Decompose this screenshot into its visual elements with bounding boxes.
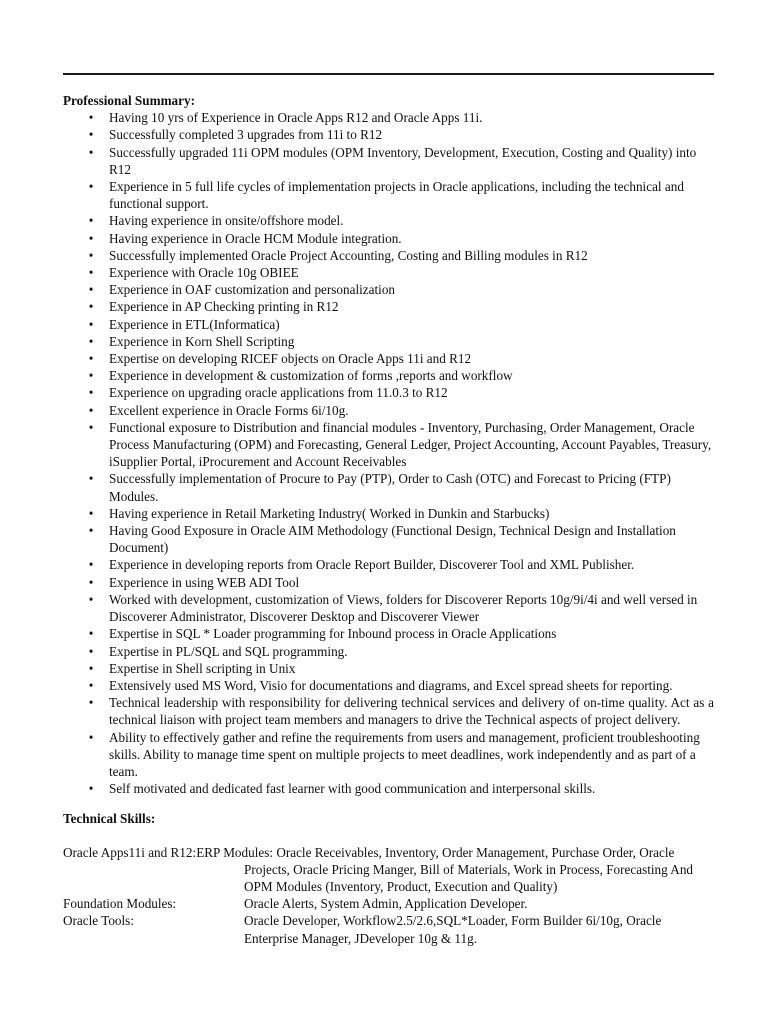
summary-item-text: Experience in AP Checking printing in R12 [109, 299, 339, 315]
summary-item-text: Experience in development & customization of forms ,reports and workflow [109, 368, 513, 384]
bullet-icon: • [88, 523, 94, 539]
bullet-icon: • [88, 213, 94, 229]
summary-item [63, 643, 714, 660]
skill-label: Oracle Apps11i and R12: [63, 844, 197, 860]
skill-row-oracle-apps-text [63, 844, 714, 896]
summary-item-text: Successfully completed 3 upgrades from 11i to R12 [109, 127, 383, 143]
summary-item-text: Experience in using WEB ADI Tool [109, 574, 300, 590]
summary-item [63, 144, 714, 178]
bullet-icon: • [88, 110, 94, 126]
bullet-icon: • [88, 385, 94, 401]
summary-item [63, 126, 714, 143]
bullet-icon: • [88, 351, 94, 367]
summary-item-text: Ability to effectively gather and refine the requirements from users and management, proficient troubleshooting skills. Ability to manage time spent on multiple projects to meet deadlines, work independently and as part of a team. [109, 729, 700, 779]
summary-item-text: Experience in developing reports from Oracle Report Builder, Discoverer Tool and XML Publisher. [109, 557, 635, 573]
skill-value: Oracle Alerts, System Admin, Application Developer. [244, 896, 528, 912]
bullet-icon: • [88, 574, 94, 590]
summary-item [63, 780, 714, 797]
summary-item [63, 384, 714, 401]
summary-item [63, 591, 714, 625]
summary-item [63, 298, 714, 315]
professional-summary-list [63, 109, 714, 797]
summary-item [63, 333, 714, 350]
skill-row-oracle-tools [63, 912, 714, 946]
bullet-icon: • [88, 402, 94, 418]
bullet-icon: • [88, 505, 94, 521]
bullet-icon: • [88, 144, 94, 160]
summary-item-text: Having 10 yrs of Experience in Oracle Apps R12 and Oracle Apps 11i. [109, 110, 483, 126]
bullet-icon: • [88, 316, 94, 332]
summary-item [63, 677, 714, 694]
summary-item-text: Having Good Exposure in Oracle AIM Methodology (Functional Design, Technical Design and Installation Document) [109, 523, 676, 556]
summary-item-text: Self motivated and dedicated fast learner with good communication and interpersonal skills. [109, 781, 596, 797]
bullet-icon: • [88, 471, 94, 487]
bullet-icon: • [88, 643, 94, 659]
summary-item-text: Successfully implementation of Procure to Pay (PTP), Order to Cash (OTC) and Forecast to Pricing (FTP) Modules. [109, 471, 671, 504]
bullet-icon: • [88, 282, 94, 298]
summary-item-text: Experience in 5 full life cycles of implementation projects in Oracle applications, including the technical and functional support. [109, 179, 684, 212]
skill-row-foundation-modules [63, 895, 714, 912]
summary-item [63, 109, 714, 126]
summary-item-text: Experience on upgrading oracle applications from 11.0.3 to R12 [109, 385, 448, 401]
bullet-icon: • [88, 677, 94, 693]
summary-item-text: Extensively used MS Word, Visio for documentations and diagrams, and Excel spread sheets for reporting. [109, 677, 673, 693]
bullet-icon: • [88, 660, 94, 676]
technical-skills-heading: Technical Skills: [63, 811, 156, 827]
bullet-icon: • [88, 591, 94, 607]
bullet-icon: • [88, 781, 94, 797]
summary-item-text: Expertise on developing RICEF objects on Oracle Apps 11i and R12 [109, 351, 472, 367]
summary-item-text: Functional exposure to Distribution and financial modules - Inventory, Purchasing, Order Management, Oracle Process Manufacturing (OPM) and Forecasting, General Ledger, Project Accounting, Account Payables, Treasury, iSupplier Portal, iProcurement and Account Receivables [109, 419, 712, 470]
summary-item-text: Experience with Oracle 10g OBIEE [109, 265, 299, 281]
bullet-icon: • [88, 557, 94, 573]
summary-item-text: Having experience in Oracle HCM Module integration. [109, 230, 402, 246]
summary-item [63, 247, 714, 264]
summary-item [63, 574, 714, 591]
summary-item-text: Technical leadership with responsibility for delivering technical services and delivery of on-time quality. Act as a technical liaison with project team members and managers to drive the Technical aspects of project delivery. [109, 695, 714, 728]
summary-item-text: Experience in ETL(Informatica) [109, 316, 280, 332]
summary-item-text: Expertise in SQL * Loader programming for Inbound process in Oracle Applications [109, 626, 557, 642]
summary-item [63, 178, 714, 212]
bullet-icon: • [88, 265, 94, 281]
technical-skills-table [63, 844, 714, 947]
summary-item-text: Successfully upgraded 11i OPM modules (OPM Inventory, Development, Execution, Costing and Quality) into R12 [109, 144, 697, 177]
resume-document [63, 92, 714, 947]
bullet-icon: • [88, 368, 94, 384]
bullet-icon: • [88, 247, 94, 263]
skill-label: Foundation Modules: [63, 896, 177, 912]
skill-value: ERP Modules: Oracle Receivables, Inventory, Order Management, Purchase Order, Oracle Projects, Oracle Pricing Manger, Bill of Materials, Work in Process, Forecasting And OPM Modules (Inventory, Product, Execution and Quality) [196, 844, 694, 894]
skill-row-oracle-apps [63, 844, 714, 896]
summary-item [63, 264, 714, 281]
bullet-icon: • [88, 626, 94, 642]
summary-item [63, 470, 714, 504]
bullet-icon: • [88, 419, 94, 435]
summary-item [63, 419, 714, 471]
header-rule [63, 73, 714, 75]
summary-item [63, 281, 714, 298]
summary-item-text: Having experience in Retail Marketing Industry( Worked in Dunkin and Starbucks) [109, 505, 550, 521]
summary-item-text: Experience in OAF customization and personalization [109, 282, 396, 298]
summary-item [63, 556, 714, 573]
summary-item [63, 367, 714, 384]
summary-item-text: Worked with development, customization of Views, folders for Discoverer Reports 10g/9i/4i and well versed in Discoverer Administrator, Discoverer Desktop and Discoverer Viewer [109, 591, 698, 625]
summary-item [63, 729, 714, 781]
summary-item [63, 402, 714, 419]
summary-item [63, 694, 714, 728]
summary-item [63, 625, 714, 642]
bullet-icon: • [88, 695, 94, 711]
summary-item-text: Successfully implemented Oracle Project Accounting, Costing and Billing modules in R12 [109, 247, 588, 263]
bullet-icon: • [88, 299, 94, 315]
bullet-icon: • [88, 127, 94, 143]
skill-label: Oracle Tools: [63, 913, 134, 929]
bullet-icon: • [88, 729, 94, 745]
summary-item [63, 316, 714, 333]
bullet-icon: • [88, 230, 94, 246]
bullet-icon: • [88, 179, 94, 195]
summary-item-text: Expertise in PL/SQL and SQL programming. [109, 643, 348, 659]
summary-item-text: Having experience in onsite/offshore model. [109, 213, 344, 229]
summary-item-text: Experience in Korn Shell Scripting [109, 333, 295, 349]
skill-value: Oracle Developer, Workflow2.5/2.6,SQL*Loader, Form Builder 6i/10g, Oracle Enterprise Manager, JDeveloper 10g & 11g. [244, 913, 662, 946]
summary-item [63, 350, 714, 367]
summary-item-text: Expertise in Shell scripting in Unix [109, 660, 296, 676]
summary-item [63, 505, 714, 522]
bullet-icon: • [88, 333, 94, 349]
summary-item-text: Excellent experience in Oracle Forms 6i/10g. [109, 402, 349, 418]
summary-item [63, 212, 714, 229]
summary-item [63, 230, 714, 247]
summary-item [63, 522, 714, 556]
summary-item [63, 660, 714, 677]
professional-summary-heading: Professional Summary: [63, 93, 195, 108]
